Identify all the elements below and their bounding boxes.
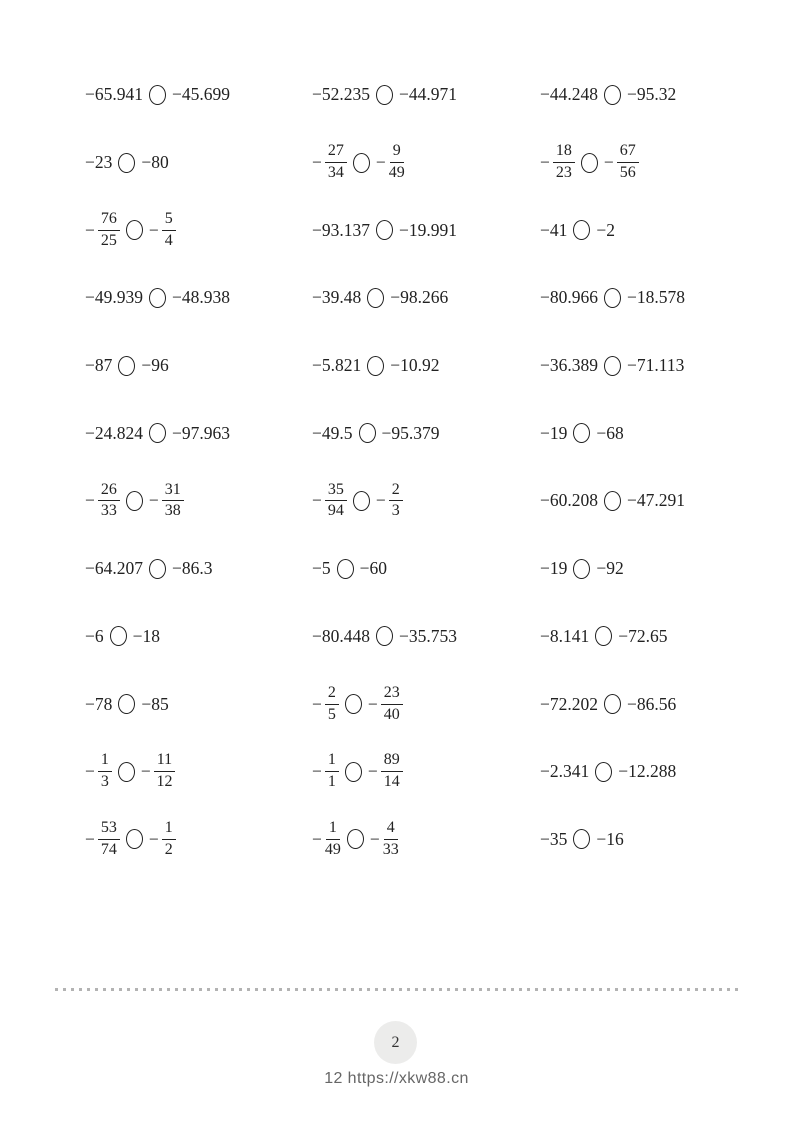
fraction [98, 210, 120, 251]
comparison-answer-circle [149, 85, 166, 105]
comparison-answer-circle [604, 491, 621, 511]
right-operand: −97.963 [172, 422, 230, 443]
right-operand [368, 751, 403, 792]
minus-sign: − [312, 761, 322, 782]
right-operand: −60 [359, 558, 387, 579]
comparison-answer-circle [118, 153, 135, 173]
numerator: 1 [326, 819, 340, 840]
denominator: 3 [391, 502, 400, 520]
denominator: 74 [100, 840, 117, 858]
left-operand: −36.389 [540, 355, 598, 376]
right-operand: −98.266 [390, 287, 449, 308]
left-operand: −44.248 [540, 84, 598, 105]
minus-sign: − [312, 490, 322, 511]
comparison-problem [540, 829, 757, 850]
comparison-answer-circle [118, 694, 135, 714]
numerator: 9 [390, 142, 404, 163]
comparison-problem [540, 142, 757, 183]
minus-sign: − [603, 152, 614, 173]
comparison-problem [312, 423, 540, 444]
comparison-problem [540, 626, 757, 647]
comparison-problem [312, 220, 540, 241]
left-operand [85, 210, 120, 251]
comparison-problem [312, 626, 540, 647]
numerator: 89 [381, 751, 403, 772]
minus-sign: − [148, 219, 159, 240]
right-operand: −72.65 [618, 625, 668, 646]
right-operand: −48.938 [172, 287, 230, 308]
comparison-problem [312, 287, 540, 308]
left-operand: −39.48 [312, 287, 362, 308]
comparison-problem [312, 751, 540, 792]
fraction [162, 819, 176, 860]
left-operand: −19 [540, 422, 568, 443]
comparison-answer-circle [110, 626, 127, 646]
comparison-problem [312, 84, 540, 105]
comparison-answer-circle [573, 423, 590, 443]
right-operand: −68 [596, 422, 624, 443]
denominator: 23 [555, 164, 572, 182]
right-operand: −10.92 [390, 355, 440, 376]
minus-sign: − [312, 828, 322, 849]
fraction [162, 210, 176, 251]
numerator: 2 [325, 684, 339, 705]
fraction [381, 751, 403, 792]
minus-sign: − [148, 490, 159, 511]
right-operand [149, 481, 184, 522]
fraction [325, 819, 341, 860]
fraction [325, 751, 339, 792]
comparison-answer-circle [595, 762, 612, 782]
right-operand: −95.32 [627, 84, 677, 105]
fraction [98, 751, 112, 792]
comparison-problem [85, 210, 312, 251]
numerator: 5 [162, 210, 176, 231]
minus-sign: − [85, 828, 95, 849]
comparison-answer-circle [118, 762, 135, 782]
numerator: 31 [162, 481, 184, 502]
denominator: 4 [164, 231, 173, 249]
comparison-answer-circle [573, 829, 590, 849]
comparison-answer-circle [345, 694, 362, 714]
numerator: 1 [98, 751, 112, 772]
denominator: 33 [382, 840, 399, 858]
left-operand: −78 [85, 693, 113, 714]
fraction [389, 481, 403, 522]
right-operand: −45.699 [172, 84, 230, 105]
fraction [381, 684, 403, 725]
left-operand: −52.235 [312, 84, 370, 105]
numerator: 23 [381, 684, 403, 705]
numerator: 11 [154, 751, 175, 772]
minus-sign: − [375, 490, 386, 511]
left-operand: −24.824 [85, 422, 143, 443]
comparison-answer-circle [347, 829, 364, 849]
minus-sign: − [85, 761, 95, 782]
numerator: 18 [553, 142, 575, 163]
denominator: 5 [327, 705, 336, 723]
right-operand [376, 142, 405, 183]
comparison-problem [85, 152, 312, 173]
minus-sign: − [312, 152, 322, 173]
right-operand [368, 684, 403, 725]
right-operand: −85 [141, 693, 169, 714]
left-operand: −65.941 [85, 84, 143, 105]
page-number-badge [374, 1021, 417, 1064]
left-operand [540, 142, 575, 183]
right-operand: −71.113 [627, 355, 685, 376]
left-operand: −49.5 [312, 422, 353, 443]
comparison-answer-circle [376, 626, 393, 646]
comparison-problem [540, 490, 757, 511]
numerator: 67 [617, 142, 639, 163]
comparison-answer-circle [367, 356, 384, 376]
denominator: 14 [383, 773, 400, 791]
fraction [98, 819, 120, 860]
numerator: 27 [325, 142, 347, 163]
comparison-problem [540, 220, 757, 241]
comparison-problem [85, 819, 312, 860]
left-operand [312, 684, 339, 725]
comparison-answer-circle [149, 423, 166, 443]
left-operand: −49.939 [85, 287, 143, 308]
right-operand: −2 [596, 219, 615, 240]
minus-sign: − [85, 490, 95, 511]
left-operand: −23 [85, 152, 113, 173]
comparison-problem [85, 84, 312, 105]
comparison-answer-circle [118, 356, 135, 376]
right-operand: −86.3 [172, 558, 213, 579]
left-operand [85, 819, 120, 860]
denominator: 1 [327, 773, 336, 791]
denominator: 38 [164, 502, 181, 520]
numerator: 1 [162, 819, 176, 840]
comparison-problem [540, 287, 757, 308]
comparison-answer-circle [353, 153, 370, 173]
comparison-problem [312, 481, 540, 522]
comparison-problem [540, 84, 757, 105]
fraction [325, 142, 347, 183]
comparison-answer-circle [149, 288, 166, 308]
right-operand: −19.991 [399, 219, 457, 240]
right-operand: −95.379 [381, 422, 440, 443]
denominator: 2 [164, 840, 173, 858]
denominator: 12 [156, 773, 173, 791]
numerator: 26 [98, 481, 120, 502]
numerator: 53 [98, 819, 120, 840]
denominator: 49 [388, 164, 405, 182]
comparison-answer-circle [604, 85, 621, 105]
left-operand: −35 [540, 828, 568, 849]
right-operand: −35.753 [399, 625, 457, 646]
comparison-answer-circle [604, 288, 621, 308]
footer-source-url: 12 https://xkw88.cn [324, 1070, 469, 1087]
comparison-problem [540, 423, 757, 444]
comparison-answer-circle [604, 356, 621, 376]
minus-sign: − [140, 761, 151, 782]
minus-sign: − [367, 761, 378, 782]
denominator: 34 [327, 164, 344, 182]
comparison-answer-circle [126, 491, 143, 511]
right-operand: −16 [596, 828, 624, 849]
fraction [553, 142, 575, 183]
right-operand: −12.288 [618, 761, 677, 782]
comparison-answer-circle [353, 491, 370, 511]
left-operand [312, 819, 341, 860]
fraction [154, 751, 175, 792]
minus-sign: − [312, 693, 322, 714]
numerator: 1 [325, 751, 339, 772]
comparison-answer-circle [573, 220, 590, 240]
left-operand: −8.141 [540, 625, 590, 646]
fraction [98, 481, 120, 522]
minus-sign: − [375, 152, 386, 173]
left-operand: −5.821 [312, 355, 362, 376]
comparison-problem [312, 142, 540, 183]
left-operand [312, 751, 339, 792]
left-operand: −19 [540, 558, 568, 579]
comparison-problem [85, 626, 312, 647]
comparison-answer-circle [376, 220, 393, 240]
comparison-answer-circle [337, 559, 354, 579]
comparison-problem [312, 355, 540, 376]
right-operand: −18.578 [627, 287, 685, 308]
comparison-problem [85, 355, 312, 376]
numerator: 35 [325, 481, 347, 502]
right-operand [376, 481, 403, 522]
fraction [389, 142, 405, 183]
comparison-problem [312, 684, 540, 725]
left-operand: −41 [540, 219, 568, 240]
comparison-answer-circle [573, 559, 590, 579]
minus-sign: − [85, 219, 95, 240]
left-operand: −6 [85, 625, 104, 646]
denominator: 3 [100, 773, 109, 791]
comparison-answer-circle [359, 423, 376, 443]
comparison-answer-circle [595, 626, 612, 646]
comparison-answer-circle [149, 559, 166, 579]
comparison-problem [540, 355, 757, 376]
left-operand: −72.202 [540, 693, 598, 714]
denominator: 56 [619, 164, 636, 182]
numerator: 2 [389, 481, 403, 502]
comparison-answer-circle [604, 694, 621, 714]
left-operand: −60.208 [540, 490, 598, 511]
left-operand [312, 142, 347, 183]
right-operand: −80 [141, 152, 169, 173]
fraction [383, 819, 399, 860]
right-operand: −86.56 [627, 693, 677, 714]
left-operand [312, 481, 347, 522]
comparison-problem [85, 751, 312, 792]
minus-sign: − [369, 828, 380, 849]
right-operand [149, 819, 176, 860]
fraction [325, 481, 347, 522]
dotted-divider [55, 988, 740, 991]
fraction [617, 142, 639, 183]
comparison-problem [85, 481, 312, 522]
numerator: 4 [384, 819, 398, 840]
comparison-problem [540, 694, 757, 715]
left-operand: −80.966 [540, 287, 598, 308]
fraction [162, 481, 184, 522]
denominator: 25 [100, 231, 117, 249]
problems-grid [85, 61, 757, 873]
comparison-problem [85, 423, 312, 444]
right-operand [149, 210, 176, 251]
numerator: 76 [98, 210, 120, 231]
left-operand [85, 751, 112, 792]
comparison-answer-circle [126, 829, 143, 849]
comparison-answer-circle [367, 288, 384, 308]
minus-sign: − [367, 693, 378, 714]
left-operand: −87 [85, 355, 113, 376]
left-operand: −80.448 [312, 625, 370, 646]
comparison-problem [540, 558, 757, 579]
comparison-problem [312, 558, 540, 579]
denominator: 40 [383, 705, 400, 723]
denominator: 94 [327, 502, 344, 520]
comparison-answer-circle [345, 762, 362, 782]
comparison-answer-circle [581, 153, 598, 173]
minus-sign: − [148, 828, 159, 849]
left-operand: −2.341 [540, 761, 590, 782]
right-operand: −92 [596, 558, 624, 579]
comparison-problem [85, 287, 312, 308]
denominator: 49 [324, 840, 341, 858]
comparison-problem [85, 558, 312, 579]
right-operand: −44.971 [399, 84, 457, 105]
comparison-problem [85, 694, 312, 715]
right-operand: −47.291 [627, 490, 685, 511]
left-operand [85, 481, 120, 522]
right-operand: −18 [132, 625, 160, 646]
fraction [325, 684, 339, 725]
minus-sign: − [540, 152, 550, 173]
right-operand: −96 [141, 355, 169, 376]
denominator: 33 [100, 502, 117, 520]
comparison-problem [312, 819, 540, 860]
right-operand [370, 819, 399, 860]
left-operand: −5 [312, 558, 331, 579]
left-operand: −93.137 [312, 219, 370, 240]
comparison-answer-circle [376, 85, 393, 105]
left-operand: −64.207 [85, 558, 143, 579]
comparison-problem [540, 761, 757, 782]
right-operand [141, 751, 175, 792]
comparison-answer-circle [126, 220, 143, 240]
page-number: 2 [391, 1033, 400, 1051]
right-operand [604, 142, 639, 183]
